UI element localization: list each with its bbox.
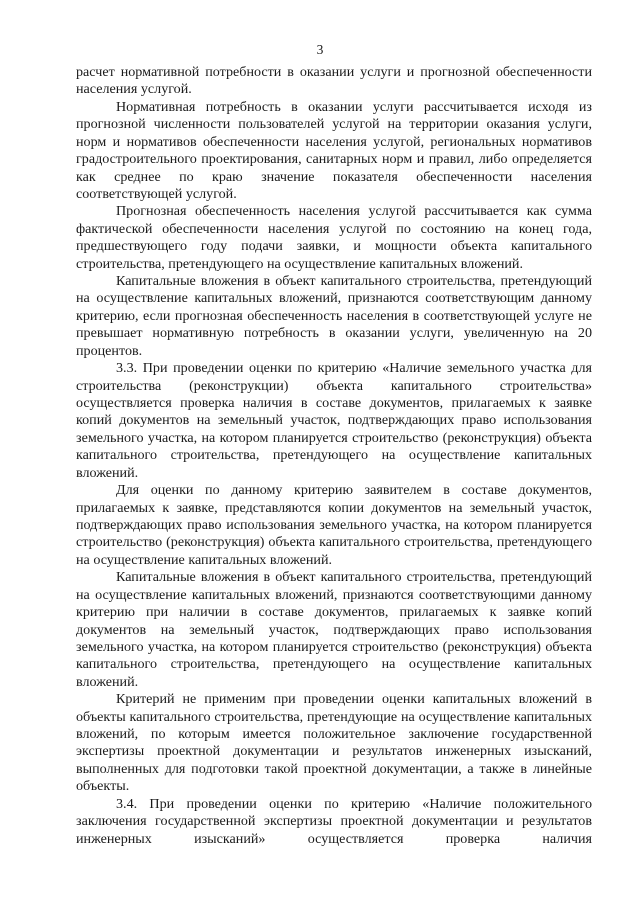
paragraph-6: Для оценки по данному критерию заявителем в составе документов, прилагаемых к заявке, представляются копии документов на земельный участок, подтверждающих право использования земельного участка, на котором планируется строительство (реконструкция) объекта капитального строительства, претендующего на осуществление капитальных вложений.: [76, 482, 592, 568]
page-number: 3: [316, 42, 324, 57]
paragraph-1: расчет нормативной потребности в оказании услуги и прогнозной обеспеченности населения услугой.: [76, 64, 592, 98]
paragraph-5: 3.3. При проведении оценки по критерию «Наличие земельного участка для строительства (реконструкции) объекта капитального строительства» осуществляется проверка наличия в составе документов, прилагаемых к заявке копий документов на земельный участок, подтверждающих право использования земельного участка, на котором планируется строительство (реконструкция) объекта капитального строительства, претендующего на осуществление капитальных вложений.: [76, 360, 592, 481]
paragraph-7: Капитальные вложения в объект капитального строительства, претендующий на осуществление капитальных вложений, признаются соответствующими данному критерию при наличии в составе документов, прилагаемых к заявке копий документов на земельный участок, подтверждающих право использования земельного участка, на котором планируется строительство (реконструкция) объекта капитального строительства, претендующего на осуществление капитальных вложений.: [76, 569, 592, 690]
paragraph-8: Критерий не применим при проведении оценки капитальных вложений в объекты капитального строительства, претендующие на осуществление капитальных вложений, по которым имеется положительное заключение государственной экспертизы проектной документации и результатов инженерных изысканий, выполненных для подготовки такой проектной документации, а также в линейные объекты.: [76, 691, 592, 795]
paragraph-3: Прогнозная обеспеченность населения услугой рассчитывается как сумма фактической обеспеченности населения услугой по состоянию на конец года, предшествующего году подачи заявки, и мощности объекта капитального строительства, претендующего на осуществление капитальных вложений.: [76, 203, 592, 272]
paragraph-9: 3.4. При проведении оценки по критерию «Наличие положительного заключения государственной экспертизы проектной документации и результатов инженерных изысканий» осуществляется проверка наличия: [76, 795, 592, 847]
paragraph-4: Капитальные вложения в объект капитального строительства, претендующий на осуществление капитальных вложений, признаются соответствующим данному критерию, если прогнозная обеспеченность населения в соответствующей услуге не превышает нормативную потребность в оказании услуги, увеличенную на 20 процентов.: [76, 273, 592, 359]
paragraph-2: Нормативная потребность в оказании услуги рассчитывается исходя из прогнозной численности пользователей услугой на территории оказания услуги, норм и нормативов обеспеченности населения услугой, региональных нормативов градостроительного проектирования, санитарных норм и правил, либо определяется как среднее по краю значение показателя обеспеченности населения соответствующей услугой.: [76, 98, 592, 202]
document-body: [76, 64, 592, 848]
